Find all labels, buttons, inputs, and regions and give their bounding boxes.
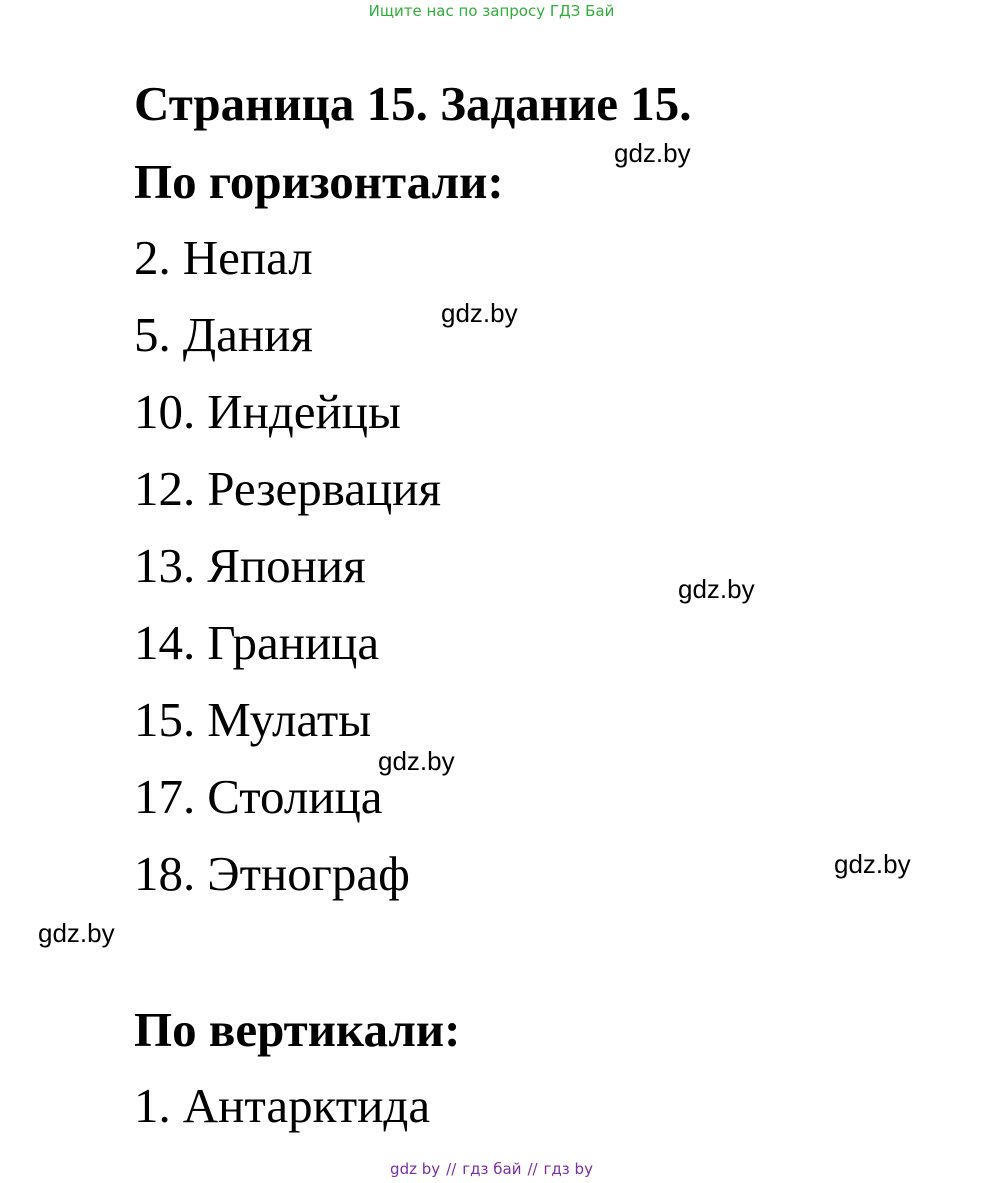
footer-link-gdz-bai[interactable]: гдз бай xyxy=(462,1160,522,1178)
vertical-section-title: По вертикали: xyxy=(134,1002,461,1057)
answer-word: Антарктида xyxy=(182,1078,431,1133)
footer-link-gdz-by[interactable]: gdz by xyxy=(390,1160,441,1178)
answer-item xyxy=(134,615,379,671)
watermark: gdz.by xyxy=(834,849,911,879)
answer-word: Индейцы xyxy=(207,384,401,439)
answer-word: Граница xyxy=(207,615,380,670)
watermark: gdz.by xyxy=(378,746,455,776)
watermark: gdz.by xyxy=(38,918,115,948)
answer-item xyxy=(134,769,383,825)
answer-word: Япония xyxy=(207,538,366,593)
answer-number: 13. xyxy=(134,538,196,593)
footer-link-gdz-by-mixed[interactable]: гдз by xyxy=(543,1160,593,1178)
answer-item xyxy=(134,461,441,517)
answer-item xyxy=(134,538,366,594)
answer-number: 18. xyxy=(134,846,196,901)
answer-number: 1. xyxy=(134,1078,171,1133)
answer-number: 17. xyxy=(134,769,196,824)
answer-item xyxy=(134,1078,430,1134)
footer-separator: // xyxy=(446,1160,457,1178)
answer-word: Резервация xyxy=(207,461,442,516)
footer-links xyxy=(0,1159,983,1179)
answer-word: Непал xyxy=(182,230,313,285)
answer-item xyxy=(134,230,313,286)
answer-item xyxy=(134,846,410,902)
answer-item xyxy=(134,307,313,363)
answer-number: 5. xyxy=(134,307,171,362)
answer-item xyxy=(134,692,371,748)
answer-number: 14. xyxy=(134,615,196,670)
watermark: gdz.by xyxy=(441,298,518,328)
answer-word: Этнограф xyxy=(207,846,410,901)
search-banner-link[interactable]: Ищите нас по запросу ГДЗ Бай xyxy=(368,2,615,20)
answer-item xyxy=(134,384,401,440)
watermark: gdz.by xyxy=(614,138,691,168)
page-title: Страница 15. Задание 15. xyxy=(134,76,692,131)
answer-word: Мулаты xyxy=(207,692,372,747)
answer-word: Дания xyxy=(182,307,313,362)
answer-number: 12. xyxy=(134,461,196,516)
watermark: gdz.by xyxy=(678,574,755,604)
answer-number: 15. xyxy=(134,692,196,747)
answer-number: 10. xyxy=(134,384,196,439)
answer-number: 2. xyxy=(134,230,171,285)
answer-word: Столица xyxy=(207,769,383,824)
footer-separator: // xyxy=(527,1160,538,1178)
horizontal-section-title: По горизонтали: xyxy=(134,154,504,209)
